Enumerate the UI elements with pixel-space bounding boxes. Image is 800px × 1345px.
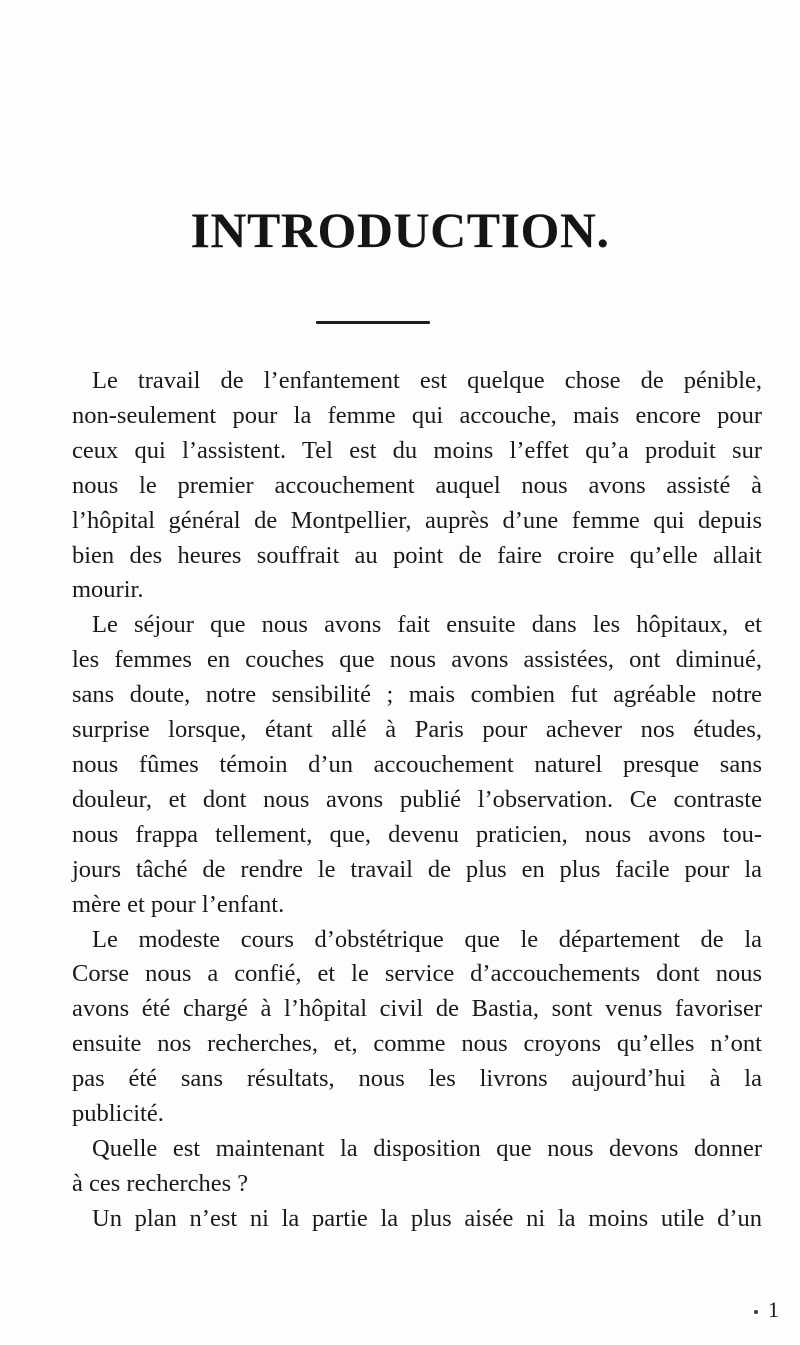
text-line: bien des heures souffrait au point de faire croire qu’elle allait: [72, 541, 762, 569]
text-line: nous frappa tellement, que, devenu praticien, nous avons tou-: [72, 820, 762, 848]
text-line: Quelle est maintenant la disposition que nous devons donner: [92, 1134, 762, 1162]
text-line: publicité.: [72, 1100, 164, 1128]
page-number: 1: [768, 1297, 779, 1322]
paragraph: [52, 1132, 762, 1202]
body-text: [52, 364, 762, 1237]
paragraph: [52, 923, 762, 1132]
text-line: mère et pour l’enfant.: [72, 890, 285, 918]
text-line: jours tâché de rendre le travail de plus en plus facile pour la: [72, 855, 762, 883]
text-line: Un plan n’est ni la partie la plus aisée ni la moins utile d’un: [92, 1204, 762, 1232]
paragraph: [52, 608, 762, 922]
text-line: nous le premier accouchement auquel nous avons assisté à: [72, 471, 762, 499]
text-line: Corse nous a confié, et le service d’accouchements dont nous: [72, 960, 762, 988]
text-line: à ces recherches ?: [72, 1169, 249, 1197]
text-line: Le séjour que nous avons fait ensuite dans les hôpitaux, et: [92, 611, 762, 639]
text-line: avons été chargé à l’hôpital civil de Bastia, sont venus favoriser: [72, 995, 762, 1023]
text-line: Le modeste cours d’obstétrique que le département de la: [92, 925, 762, 953]
text-line: non-seulement pour la femme qui accouche, mais encore pour: [72, 401, 762, 429]
text-line: ceux qui l’assistent. Tel est du moins l’effet qu’a produit sur: [72, 436, 762, 464]
text-line: Le travail de l’enfantement est quelque chose de pénible,: [92, 367, 762, 394]
text-line: les femmes en couches que nous avons assistées, ont diminué,: [72, 646, 762, 674]
text-line: nous fûmes témoin d’un accouchement naturel presque sans: [72, 750, 762, 778]
text-line: l’hôpital général de Montpellier, auprès d’une femme qui depuis: [72, 506, 762, 534]
text-line: douleur, et dont nous avons publié l’observation. Ce contraste: [72, 785, 762, 813]
paragraph: [52, 1202, 762, 1237]
text-line: ensuite nos recherches, et, comme nous croyons qu’elles n’ont: [72, 1030, 762, 1058]
text-line: sans doute, notre sensibilité ; mais combien fut agréable notre: [72, 681, 762, 709]
text-line: pas été sans résultats, nous les livrons aujourd’hui à la: [72, 1065, 762, 1093]
chapter-title: INTRODUCTION.: [190, 202, 610, 258]
text-line: mourir.: [72, 576, 144, 604]
title-rule: [316, 321, 430, 324]
text-line: surprise lorsque, étant allé à Paris pour achever nos études,: [72, 716, 762, 744]
page-number-dot: [754, 1310, 758, 1314]
paragraph: [52, 364, 762, 608]
